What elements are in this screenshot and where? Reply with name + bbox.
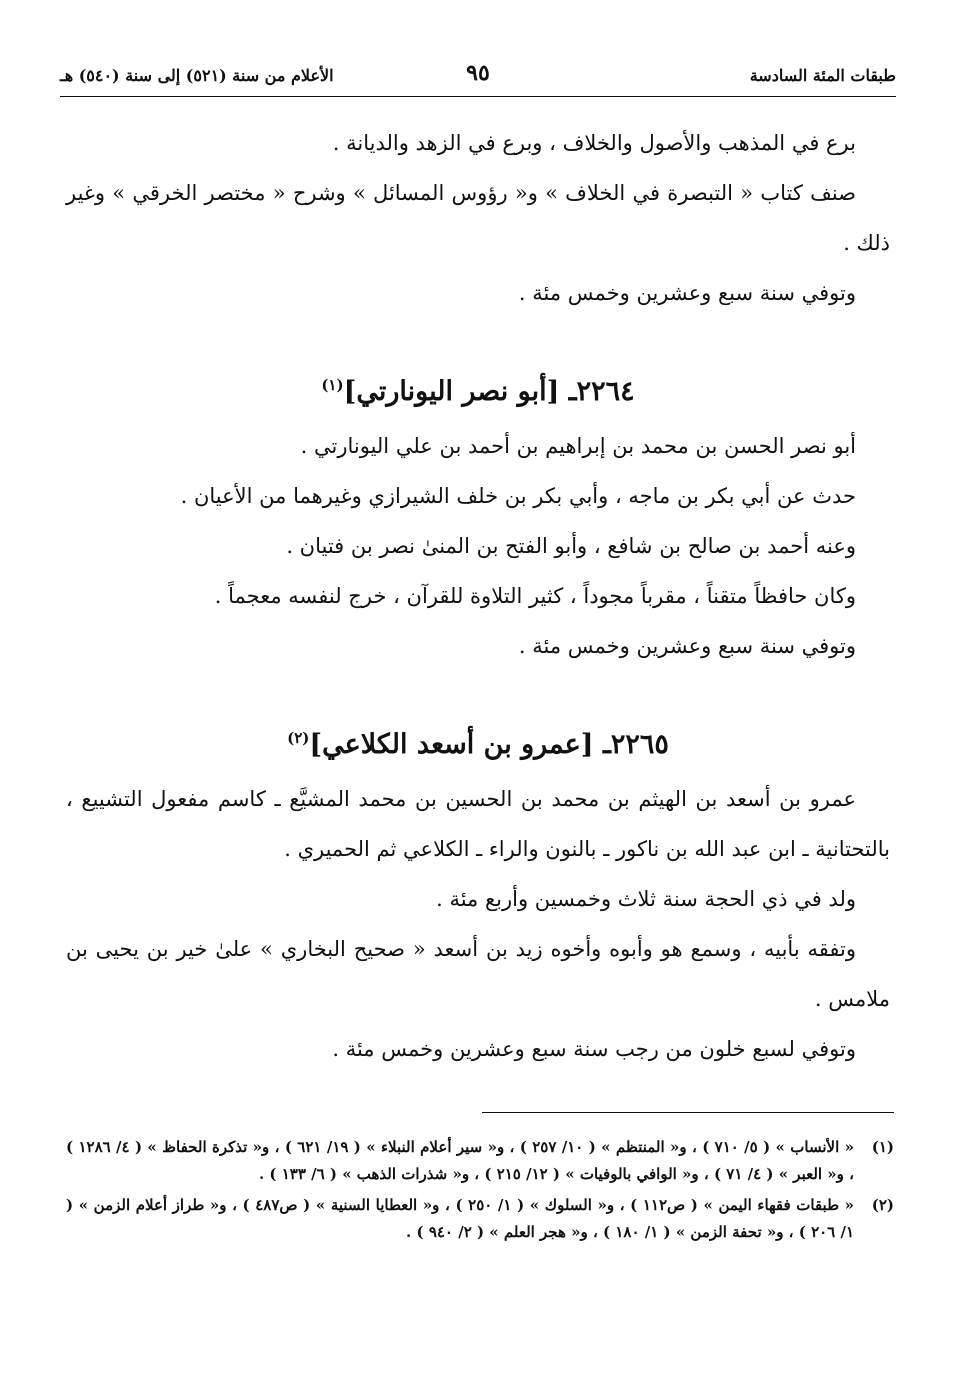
header-year-range: الأعلام من سنة (٥٢١) إلى سنة (٥٤٠) هـ <box>60 66 334 85</box>
entry-title-text: ٢٢٦٥ـ [عمرو بن أسعد الكلاعي] <box>309 729 669 760</box>
entry-paragraph: وكان حافظاً متقناً ، مقرباً مجوداً ، كثير التلاوة للقرآن ، خرج لنفسه معجماً . <box>214 584 856 608</box>
footnotes <box>66 1134 894 1250</box>
entry-paragraph: عمرو بن أسعد بن الهيثم بن محمد بن الحسين بن محمد المشيَّع ـ كاسم مفعول التشييع ، بالتحتانية ـ ابن عبد الله بن ناكور ـ بالنون والراء ـ الكلاعي ثم الحميري . <box>66 787 890 861</box>
header-rule <box>60 96 896 97</box>
entry-title <box>66 709 890 774</box>
footnote-number: (٢) <box>871 1196 894 1214</box>
entry-title <box>66 356 890 421</box>
footnote <box>66 1134 894 1188</box>
intro-paragraph: صنف كتاب « التبصرة في الخلاف » و« رؤوس المسائل » وشرح « مختصر الخرقي » وغير ذلك . <box>66 181 890 255</box>
entry-paragraph: وتفقه بأبيه ، وسمع هو وأبوه وأخوه زيد بن أسعد « صحيح البخاري » علىٰ خير بن يحيى بن ملامس . <box>66 937 890 1011</box>
footnote-rule <box>482 1112 894 1113</box>
intro-paragraph: برع في المذهب والأصول والخلاف ، وبرع في الزهد والديانة . <box>332 131 856 155</box>
header-section-title: طبقات المئة السادسة <box>749 66 896 85</box>
footnote-text: « طبقات فقهاء اليمن » ( ص١١٢ ) ، و« السلوك » ( ١/ ٢٥٠ ) ، و« العطايا السنية » ( ص٤٨٧ ) ، و« طراز أعلام الزمن » ( ١/ ٢٠٦ ) ، و« تحفة الزمن » ( ١/ ١٨٠ ) ، و« هجر العلم » ( ٢/ ٩٤٠ ) . <box>66 1196 854 1241</box>
page-number: ٩٥ <box>466 60 490 86</box>
footnote-ref: (١) <box>321 376 344 394</box>
entry-paragraph: حدث عن أبي بكر بن ماجه ، وأبي بكر بن خلف الشيرازي وغيرهما من الأعيان . <box>180 484 856 508</box>
entry-paragraph: وعنه أحمد بن صالح بن شافع ، وأبو الفتح بن المنىٰ نصر بن فتيان . <box>286 534 856 558</box>
footnote-ref: (٢) <box>287 729 310 747</box>
footnote-text: « الأنساب » ( ٥/ ٧١٠ ) ، و« المنتظم » ( ١٠/ ٢٥٧ ) ، و« سير أعلام النبلاء » ( ١٩/ ٦٢١ ) ، و« تذكرة الحفاظ » ( ٤/ ١٢٨٦ ) ، و« العبر » ( ٤/ ٧١ ) ، و« الوافي بالوفيات » ( ١٢/ ٢١٥ ) ، و« شذرات الذهب » ( ٦/ ١٣٣ ) . <box>66 1138 854 1183</box>
entry-title-text: ٢٢٦٤ـ [أبو نصر اليونارتي] <box>343 376 635 407</box>
footnote <box>66 1192 894 1246</box>
entry-paragraph: أبو نصر الحسن بن محمد بن إبراهيم بن أحمد بن علي اليونارتي . <box>300 434 856 458</box>
main-text <box>66 118 890 1074</box>
footnote-number: (١) <box>871 1138 894 1156</box>
running-header <box>60 60 896 94</box>
intro-paragraph: وتوفي سنة سبع وعشرين وخمس مئة . <box>518 281 856 305</box>
entry-paragraph: وتوفي لسبع خلون من رجب سنة سبع وعشرين وخمس مئة . <box>332 1037 856 1061</box>
entry-paragraph: ولد في ذي الحجة سنة ثلاث وخمسين وأربع مئة . <box>436 887 856 911</box>
entry-paragraph: وتوفي سنة سبع وعشرين وخمس مئة . <box>518 634 856 658</box>
